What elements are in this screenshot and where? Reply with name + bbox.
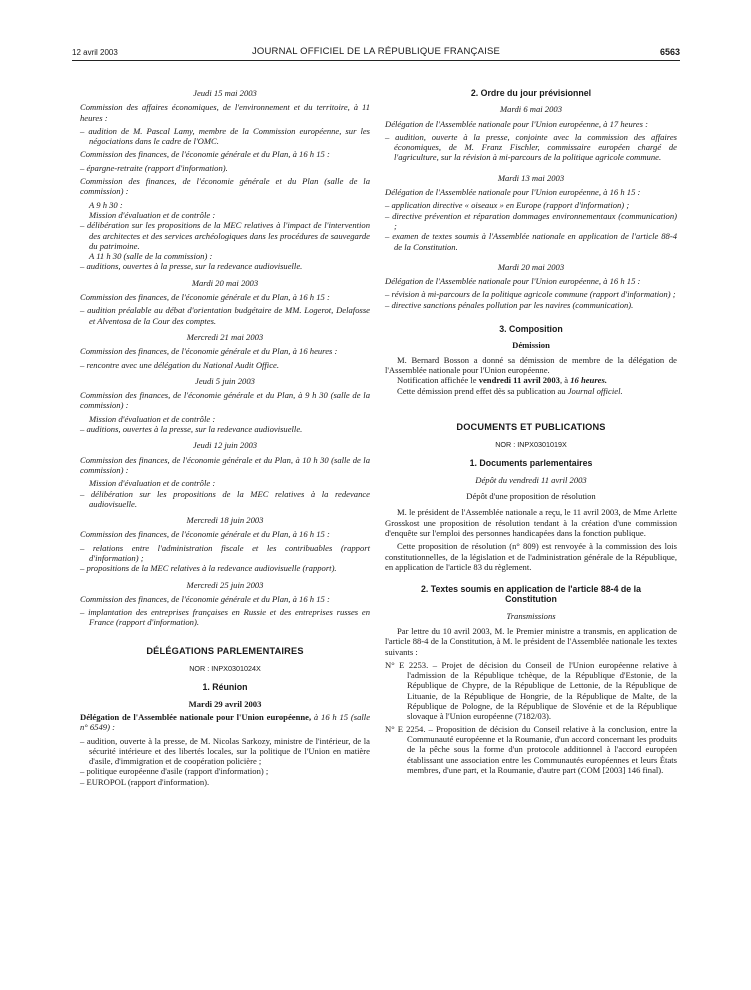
paragraph: Par lettre du 10 avril 2003, M. le Premier ministre a transmis, en application de l'article 88-4 de la Constitution, à M. le président de l'Assemblée nationale les textes suivants : [385,625,677,657]
commission-line: Commission des affaires économiques, de l'environnement et du territoire, à 11 heures : [80,102,370,123]
agenda-item: – application directive « oiseaux » en Europe (rapport d'information) ; [385,200,630,211]
commission-line: Commission des finances, de l'économie générale et du Plan, à 9 h 30 (salle de la commission) : [80,390,370,411]
mission-line: Mission d'évaluation et de contrôle : [89,478,216,489]
header-title: JOURNAL OFFICIEL DE LA RÉPUBLIQUE FRANÇAISE [251,46,501,57]
agenda-item: – audition de M. Pascal Lamy, membre de la Commission européenne, sur les négociations dans le cadre de l'OMC. [80,125,370,147]
delegation-name: Délégation de l'Assemblée nationale pour l'Union européenne, [80,711,312,722]
commission-line: Commission des finances, de l'économie générale et du Plan, à 16 h 15 : [80,593,330,604]
header-date: 12 avril 2003 [72,48,118,57]
document-entry: N° E 2253. – Projet de décision du Conseil de l'Union européenne relative à l'admission de la République tchèque, de la République d'Estonie, de la République de Chypre, de la République de Lettonie, de la République de Lituanie, de la République de Hongrie, de la République de Malte, de la République de Pologne, de la République de Slovénie et de la République slovaque à l'Union européenne (7182/03). [385,659,677,722]
subsection-title: 1. Réunion [202,682,248,693]
nor-reference: NOR : INPX0301024X [189,664,261,674]
commission-line: Commission des finances, de l'économie générale et du Plan, à 10 h 30 (salle de la commission) : [80,454,370,475]
agenda-item: – politique européenne d'asile (rapport d'information) ; [80,766,269,777]
paragraph: Cette proposition de résolution (n° 809) est renvoyée à la commission des lois constitutionnelles, de la législation et de l'administration générale de la République, en application de l'article 83 du règlement. [385,541,677,572]
left-column [80,88,370,787]
mission-line: Mission d'évaluation et de contrôle : [89,413,216,424]
commission-line: Commission des finances, de l'économie générale et du Plan, à 16 heures : [80,346,338,357]
section-date: Mardi 13 mai 2003 [497,172,565,183]
text-run: Notification affichée le [397,375,479,386]
agenda-item: – directive sanctions pénales pollution par les navires (communication). [385,299,634,310]
agenda-item: – audition préalable au débat d'orientation budgétaire de MM. Logerot, Delafosse et Alventosa de la Cour des comptes. [80,305,370,326]
agenda-item: – révision à mi-parcours de la politique agricole commune (rapport d'information) ; [385,289,676,300]
mission-line: Mission d'évaluation et de contrôle : [89,209,216,220]
section-date: Mercredi 25 juin 2003 [186,579,264,590]
time-line: A 11 h 30 (salle de la commission) : [89,251,213,262]
page-header [72,46,680,61]
time-line: A 9 h 30 : [89,199,123,210]
section-title: DÉLÉGATIONS PARLEMENTAIRES [146,645,304,656]
agenda-item: – examen de textes soumis à l'Assemblée nationale en application de l'article 88-4 de la Constitution. [385,231,677,252]
agenda-item: – audition, ouverte à la presse, de M. Nicolas Sarkozy, ministre de l'intérieur, de la sécurité intérieure et des libertés locales, sur la politique de l'Union en matière d'asile, d'immigration et de coopération policière ; [80,735,370,767]
commission-line: Commission des finances, de l'économie générale et du Plan, à 16 h 15 : [80,292,330,303]
text-run-italic: Journal officiel. [567,385,623,396]
delegation-lead [80,712,370,733]
header-page-number: 6563 [659,47,680,57]
subsection-title: 2. Ordre du jour prévisionnel [470,88,592,98]
section-date: Mardi 6 mai 2003 [500,104,562,115]
transmissions-heading: Transmissions [506,610,556,621]
commission-line: Commission des finances, de l'économie générale et du Plan (salle de la commission) : [80,176,370,197]
delegation-time: à 16 h 15 (salle n° 6549) : [80,711,371,733]
agenda-item: – auditions, ouvertes à la presse, sur la redevance audiovisuelle. [80,261,303,272]
subsection-title: 1. Documents parlementaires [469,458,593,469]
section-date: Jeudi 12 juin 2003 [192,440,258,451]
subheading: Démission [512,340,550,351]
paragraph: M. le président de l'Assemblée nationale a reçu, le 11 avril 2003, de Mme Arlette Grosskost une proposition de résolution tendant à la création d'une commission d'enquête sur l'emploi des personnes handicapées dans la fonction publique. [385,507,677,538]
nor-reference: NOR : INPX0301019X [495,440,567,450]
deposit-date: Dépôt du vendredi 11 avril 2003 [475,474,587,485]
delegation-line: Délégation de l'Assemblée nationale pour l'Union européenne, à 16 h 15 : [385,276,641,287]
right-column [385,88,677,777]
agenda-item: – EUROPOL (rapport d'information). [80,776,210,787]
agenda-item: – rencontre avec une délégation du National Audit Office. [80,359,279,370]
text-run-bold-italic: 16 heures. [570,375,607,386]
section-date: Mercredi 21 mai 2003 [186,331,264,342]
commission-line: Commission des finances, de l'économie générale et du Plan, à 16 h 15 : [80,149,330,160]
section-date: Mercredi 18 juin 2003 [186,515,264,526]
section-date: Mardi 20 mai 2003 [191,277,259,288]
agenda-item: – épargne-retraite (rapport d'information). [80,162,228,173]
paragraph: M. Bernard Bosson a donné sa démission de membre de la délégation de l'Assemblée nationale pour l'Union européenne. [385,354,677,375]
paragraph [385,386,677,396]
agenda-item: – implantation des entreprises françaises en Russie et des entreprises russes en France (rapport d'information). [80,607,370,628]
deposit-title: Dépôt d'une proposition de résolution [466,491,596,502]
text-run: , à [559,375,571,386]
agenda-item: – délibération sur les propositions de la MEC relatives à la redevance audiovisuelle. [80,488,370,509]
commission-line: Commission des finances, de l'économie générale et du Plan, à 16 h 15 : [80,529,330,540]
agenda-item: – propositions de la MEC relatives à la redevance audiovisuelle (rapport). [80,563,337,574]
section-date: Jeudi 15 mai 2003 [193,88,257,98]
agenda-item: – relations entre l'administration fiscale et les contribuables (rapport d'information) ; [80,542,370,563]
text-run-bold: vendredi 11 avril 2003 [478,375,560,386]
subsection-title: 3. Composition [499,324,563,335]
text-run: Cette démission prend effet dès sa publication au [397,385,568,396]
subsection-title: 2. Textes soumis en application de l'article 88-4 de la Constitution [421,584,641,605]
agenda-item: – délibération sur les propositions de la MEC relatives à l'impact de l'intervention des architectes et des services archéologiques dans les procédures de sauvegarde du patrimoine. [80,220,370,251]
section-title: DOCUMENTS ET PUBLICATIONS [456,421,606,432]
meeting-date: Mardi 29 avril 2003 [188,698,262,709]
delegation-line: Délégation de l'Assemblée nationale pour l'Union européenne, à 17 heures : [385,118,648,129]
section-date: Mardi 20 mai 2003 [497,261,565,272]
agenda-item: – directive prévention et réparation dommages environnementaux (communication) ; [385,210,677,231]
agenda-item: – audition, ouverte à la presse, conjointe avec la commission des affaires économiques, de M. Franz Fischler, commissaire européen chargé de l'agriculture, sur la révision à mi-parcours de la politique agricole commune. [385,131,677,163]
section-date: Jeudi 5 juin 2003 [195,375,255,386]
paragraph [385,375,677,385]
delegation-line: Délégation de l'Assemblée nationale pour l'Union européenne, à 16 h 15 : [385,187,641,198]
document-entry: N° E 2254. – Proposition de décision du Conseil relative à la conclusion, entre la Communauté européenne et la Roumanie, d'un accord concernant les produits de la pêche sous la forme d'un protocole additionnel à l'accord européen établissant une association entre les Communautés européennes et leurs États membres, d'une part, et la Roumanie, d'autre part (COM [2003] 146 final). [385,723,677,775]
agenda-item: – auditions, ouvertes à la presse, sur la redevance audiovisuelle. [80,424,303,435]
